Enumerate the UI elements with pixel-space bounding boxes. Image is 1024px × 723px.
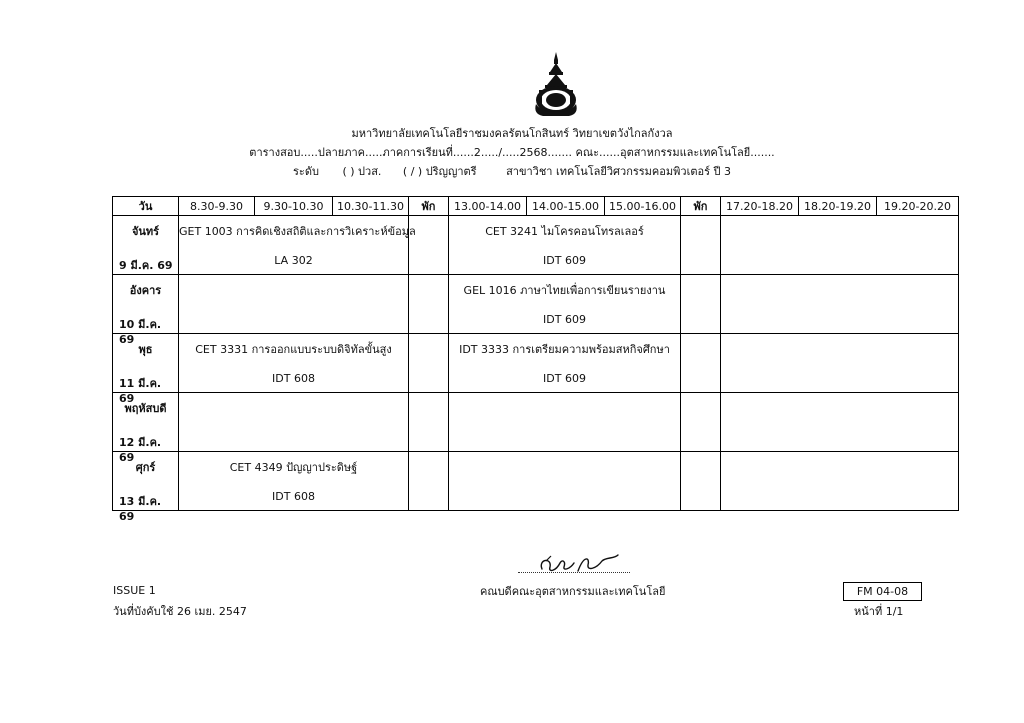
exam-subject: CET 4349 ปัญญาประดิษฐ์ <box>229 461 358 474</box>
break-cell <box>681 452 721 511</box>
university-emblem-icon <box>533 52 579 118</box>
day-date: 13 มี.ค. 69 <box>119 495 162 523</box>
program-name: สาขาวิชา เทคโนโลยีวิศวกรรมคอมพิวเตอร์ ปี 3 <box>506 165 731 178</box>
day-date: 10 มี.ค. 69 <box>119 318 162 346</box>
exam-room: IDT 608 <box>272 490 315 503</box>
break-cell <box>681 334 721 393</box>
level-program-line <box>0 162 1024 180</box>
level-option-diploma: ( ) ปวส. <box>342 165 382 178</box>
day-cell <box>113 216 179 275</box>
time-header: 8.30-9.30 <box>179 197 255 216</box>
exam-subject: CET 3331 การออกแบบระบบดิจิทัลขั้นสูง <box>195 343 392 356</box>
form-code-box: FM 04-08 <box>843 582 922 601</box>
day-date: 9 มี.ค. 69 <box>119 259 173 272</box>
table-row <box>113 452 959 511</box>
day-name: ศุกร์ <box>135 461 156 474</box>
break-header: พัก <box>409 197 449 216</box>
exam-schedule-table <box>112 196 959 523</box>
signature-icon <box>518 551 628 577</box>
exam-subject: CET 3241 ไมโครคอนโทรลเลอร์ <box>485 225 644 238</box>
page-number: หน้าที่ 1/1 <box>854 605 904 618</box>
signature-line <box>518 572 630 573</box>
evening-exam-cell <box>721 216 959 275</box>
break-cell <box>409 393 449 452</box>
exam-info-line: ตารางสอบ.....ปลายภาค.....ภาคการเรียนที่......2...../.....2568....... คณะ......อุตสาหกรรมและเทคโนโลยี....... <box>249 146 775 159</box>
exam-subject: GEL 1016 ภาษาไทยเพื่อการเขียนรายงาน <box>463 284 666 297</box>
day-date: 12 มี.ค. 69 <box>119 436 162 464</box>
morning-exam-cell <box>179 393 409 452</box>
issue-number: ISSUE 1 <box>113 584 156 597</box>
afternoon-exam-cell <box>449 334 681 393</box>
evening-exam-cell <box>721 275 959 334</box>
day-cell <box>113 334 179 405</box>
afternoon-exam-cell <box>449 275 681 334</box>
morning-exam-cell <box>179 275 409 334</box>
day-date: 11 มี.ค. 69 <box>119 377 162 405</box>
break-cell <box>681 275 721 334</box>
exam-room: IDT 609 <box>543 254 586 267</box>
evening-exam-cell <box>721 452 959 511</box>
morning-exam-cell <box>179 452 409 511</box>
time-header: 19.20-20.20 <box>877 197 959 216</box>
time-header: 15.00-16.00 <box>605 197 681 216</box>
afternoon-exam-cell <box>449 393 681 452</box>
exam-room: IDT 609 <box>543 372 586 385</box>
level-option-bachelor: ( / ) ปริญญาตรี <box>402 165 477 178</box>
day-name: พฤหัสบดี <box>124 402 167 415</box>
morning-exam-cell <box>179 216 416 275</box>
university-name: มหาวิทยาลัยเทคโนโลยีราชมงคลรัตนโกสินทร์ วิทยาเขตวังไกลกังวล <box>351 127 673 140</box>
day-name: จันทร์ <box>131 225 160 238</box>
table-row <box>113 216 959 275</box>
break-cell <box>681 216 721 275</box>
day-cell <box>113 393 179 464</box>
break-cell <box>409 334 449 393</box>
exam-room: IDT 608 <box>272 372 315 385</box>
day-cell <box>113 275 179 346</box>
day-name: พุธ <box>138 343 153 356</box>
table-header-row <box>113 197 959 216</box>
day-name: อังคาร <box>129 284 162 297</box>
break-cell <box>409 452 449 511</box>
time-header: 10.30-11.30 <box>333 197 409 216</box>
exam-room: LA 302 <box>274 254 313 267</box>
time-header: 13.00-14.00 <box>449 197 527 216</box>
signer-title: คณบดีคณะอุตสาหกรรมและเทคโนโลยี <box>480 585 666 598</box>
break-header: พัก <box>681 197 721 216</box>
evening-exam-cell <box>721 393 959 452</box>
time-header: 9.30-10.30 <box>255 197 333 216</box>
level-label: ระดับ <box>293 165 319 178</box>
exam-subject: GET 1003 การคิดเชิงสถิติและการวิเคราะห์ข้อมูล <box>179 225 416 238</box>
time-header: 14.00-15.00 <box>527 197 605 216</box>
time-header: 18.20-19.20 <box>799 197 877 216</box>
day-cell <box>113 452 179 523</box>
effective-date: วันที่บังคับใช้ 26 เมย. 2547 <box>113 605 247 618</box>
break-cell <box>681 393 721 452</box>
break-cell <box>409 275 449 334</box>
exam-subject: IDT 3333 การเตรียมความพร้อมสหกิจศึกษา <box>459 343 670 356</box>
morning-exam-cell <box>179 334 409 393</box>
day-header: วัน <box>113 197 179 216</box>
exam-room: IDT 609 <box>543 313 586 326</box>
evening-exam-cell <box>721 334 959 393</box>
table-row <box>113 334 959 393</box>
afternoon-exam-cell <box>449 452 681 511</box>
time-header: 17.20-18.20 <box>721 197 799 216</box>
afternoon-exam-cell <box>449 216 681 275</box>
table-row <box>113 275 959 334</box>
table-row <box>113 393 959 452</box>
